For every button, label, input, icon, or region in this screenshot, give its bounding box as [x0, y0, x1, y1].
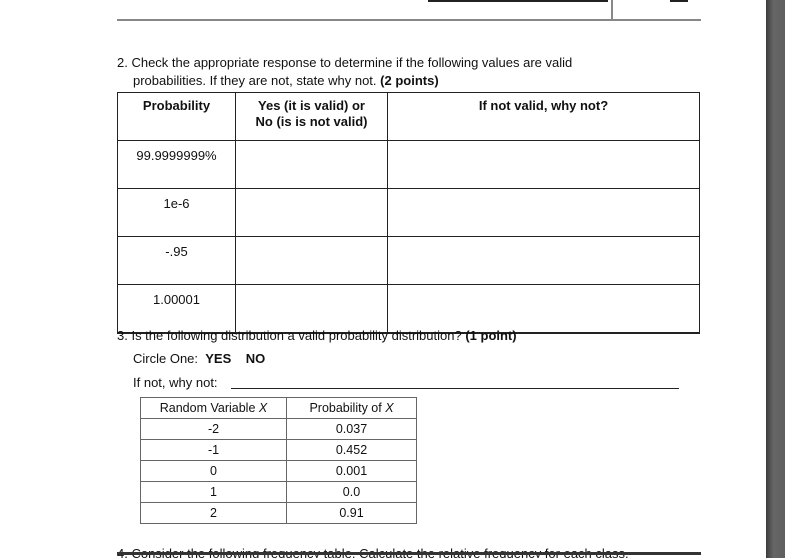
reason-answer-cell[interactable]: [388, 237, 700, 285]
x-value: 2: [141, 503, 287, 524]
valid-answer-cell[interactable]: [236, 285, 388, 334]
table-row: [118, 237, 700, 285]
table-row: [141, 482, 417, 503]
probability-value: -.95: [118, 237, 236, 285]
valid-answer-cell[interactable]: [236, 237, 388, 285]
p-value: 0.0: [287, 482, 417, 503]
distribution-header-row: [141, 398, 417, 419]
question-2-points: (2 points): [380, 73, 439, 88]
p-value: 0.037: [287, 419, 417, 440]
no-option[interactable]: NO: [245, 351, 266, 366]
x-value: -1: [141, 440, 287, 461]
x-value: -2: [141, 419, 287, 440]
x-value: 0: [141, 461, 287, 482]
table-row: [141, 503, 417, 524]
header-why-not: If not valid, why not?: [388, 93, 700, 141]
p-value: 0.001: [287, 461, 417, 482]
table-row: [118, 141, 700, 189]
header-probability: Probability: [118, 93, 236, 141]
valid-answer-cell[interactable]: [236, 189, 388, 237]
if-not-label: If not, why not:: [133, 375, 218, 390]
circle-one-line: [133, 350, 265, 368]
probability-value: 99.9999999%: [118, 141, 236, 189]
previous-table-underline: [428, 0, 608, 2]
page-bottom-rule: [117, 552, 701, 555]
header-valid: Yes (it is valid) or No (is is not valid): [236, 93, 388, 141]
reason-answer-cell[interactable]: [388, 141, 700, 189]
reason-answer-cell[interactable]: [388, 189, 700, 237]
table-row: [141, 440, 417, 461]
answer-blank-line[interactable]: [231, 388, 679, 389]
header-random-variable: Random Variable X: [141, 398, 287, 419]
p-value: 0.91: [287, 503, 417, 524]
probability-value: 1e-6: [118, 189, 236, 237]
p-value: 0.452: [287, 440, 417, 461]
reason-answer-cell[interactable]: [388, 285, 700, 334]
probability-value: 1.00001: [118, 285, 236, 334]
table-row: [141, 419, 417, 440]
header-probability-of-x: Probability of X: [287, 398, 417, 419]
question-3-points: (1 point): [465, 328, 517, 343]
question-2-line-2: probabilities. If they are not, state why not. (2 points): [133, 73, 439, 88]
question-2-line-1: 2. Check the appropriate response to determine if the following values are valid: [117, 55, 573, 70]
previous-table-divider: [611, 0, 613, 20]
viewer-background-edge: [766, 0, 785, 558]
x-value: 1: [141, 482, 287, 503]
probability-validity-table: [117, 92, 700, 334]
distribution-table: [140, 397, 417, 524]
table-header-row: [118, 93, 700, 141]
table-row: [141, 461, 417, 482]
table-row: [118, 189, 700, 237]
circle-one-label: Circle One:: [133, 351, 199, 366]
previous-table-bottom-border: [117, 19, 701, 21]
valid-answer-cell[interactable]: [236, 141, 388, 189]
yes-option[interactable]: YES: [205, 351, 232, 366]
previous-table-underline-short: [670, 0, 688, 2]
question-3: 3. Is the following distribution a valid probability distribution? (1 point): [117, 328, 517, 343]
table-row: [118, 285, 700, 334]
